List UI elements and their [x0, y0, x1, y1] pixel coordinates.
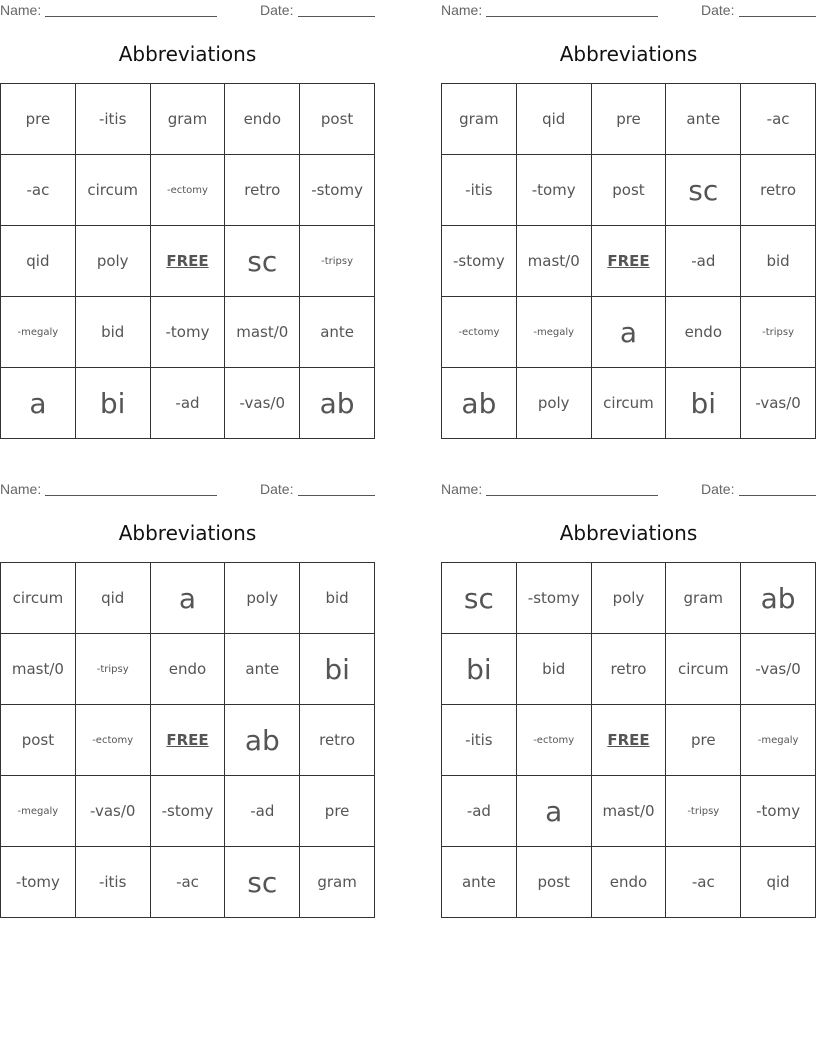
date-label: Date: [260, 481, 294, 497]
name-label: Name: [0, 481, 42, 497]
bingo-cell: -tripsy [666, 776, 741, 847]
date-label: Date: [260, 2, 294, 18]
bingo-grid [0, 83, 375, 439]
bingo-cell: gram [442, 84, 517, 155]
date-line [298, 495, 375, 496]
bingo-cell: post [300, 84, 375, 155]
grid-row [1, 776, 375, 847]
grid-row [442, 155, 816, 226]
date-line [739, 495, 816, 496]
bingo-cell: circum [666, 634, 741, 705]
grid-row [442, 776, 816, 847]
bingo-cell: qid [1, 226, 76, 297]
bingo-cell: ante [666, 84, 741, 155]
bingo-cell: bi [300, 634, 375, 705]
bingo-cell: -itis [75, 847, 150, 918]
grid-row [442, 563, 816, 634]
bingo-cell: sc [442, 563, 517, 634]
bingo-cell: circum [75, 155, 150, 226]
grid-row [442, 847, 816, 918]
bingo-cell: ab [442, 368, 517, 439]
bingo-cell: ante [225, 634, 300, 705]
bingo-cell: bid [516, 634, 591, 705]
bingo-grid [441, 562, 816, 918]
bingo-cell: -megaly [1, 297, 76, 368]
bingo-cell: -ad [442, 776, 517, 847]
grid-row [442, 84, 816, 155]
bingo-card-3 [0, 479, 375, 909]
bingo-cell: sc [225, 847, 300, 918]
bingo-cell: qid [516, 84, 591, 155]
grid-row [442, 634, 816, 705]
grid-row [1, 297, 375, 368]
bingo-cell: a [150, 563, 225, 634]
grid-row [1, 847, 375, 918]
bingo-grid [0, 562, 375, 918]
bingo-cell: -ac [666, 847, 741, 918]
bingo-cell: pre [591, 84, 666, 155]
bingo-cell: a [591, 297, 666, 368]
bingo-cell: -megaly [741, 705, 816, 776]
bingo-cell: gram [300, 847, 375, 918]
grid-row [1, 634, 375, 705]
bingo-cell: ab [300, 368, 375, 439]
bingo-cell: poly [75, 226, 150, 297]
bingo-cell: endo [150, 634, 225, 705]
bingo-cell: -megaly [516, 297, 591, 368]
grid-row [442, 297, 816, 368]
bingo-cell: -tripsy [75, 634, 150, 705]
bingo-cell: bi [442, 634, 517, 705]
bingo-card-4 [441, 479, 816, 909]
bingo-cell: a [1, 368, 76, 439]
card-title: Abbreviations [118, 42, 257, 66]
bingo-cell: -ac [150, 847, 225, 918]
bingo-cell: -stomy [300, 155, 375, 226]
bingo-cell: -vas/0 [75, 776, 150, 847]
bingo-cell: bi [75, 368, 150, 439]
bingo-cell: circum [591, 368, 666, 439]
grid-row [442, 368, 816, 439]
bingo-cell: poly [225, 563, 300, 634]
card-title: Abbreviations [559, 521, 698, 545]
bingo-cell: bid [300, 563, 375, 634]
grid-row [1, 84, 375, 155]
bingo-cell: -ac [741, 84, 816, 155]
bingo-cell: ante [442, 847, 517, 918]
bingo-cell: mast/0 [516, 226, 591, 297]
grid-row [1, 563, 375, 634]
bingo-cell: post [516, 847, 591, 918]
grid-row [1, 368, 375, 439]
bingo-cell: -vas/0 [741, 634, 816, 705]
bingo-cell: -ad [225, 776, 300, 847]
bingo-cell: sc [666, 155, 741, 226]
bingo-cell: endo [591, 847, 666, 918]
grid-row [442, 705, 816, 776]
bingo-cell: gram [666, 563, 741, 634]
bingo-cell: retro [225, 155, 300, 226]
bingo-cell: -vas/0 [741, 368, 816, 439]
name-line [45, 495, 217, 496]
bingo-cell: mast/0 [225, 297, 300, 368]
bingo-cell: -tripsy [741, 297, 816, 368]
name-label: Name: [441, 481, 483, 497]
bingo-cell: ante [300, 297, 375, 368]
bingo-cell: mast/0 [591, 776, 666, 847]
bingo-cell: -tomy [516, 155, 591, 226]
bingo-cell: poly [591, 563, 666, 634]
bingo-cell: pre [1, 84, 76, 155]
bingo-card-1 [0, 0, 375, 430]
bingo-cell: qid [741, 847, 816, 918]
bingo-cell: bid [741, 226, 816, 297]
card-header [441, 2, 816, 20]
bingo-cell: -ectomy [516, 705, 591, 776]
name-line [486, 16, 658, 17]
bingo-cell: -itis [75, 84, 150, 155]
bingo-cell: -megaly [1, 776, 76, 847]
bingo-cell: -ectomy [75, 705, 150, 776]
bingo-cell: gram [150, 84, 225, 155]
bingo-cell: a [516, 776, 591, 847]
free-space-cell: FREE [150, 226, 225, 297]
bingo-cell: ab [225, 705, 300, 776]
grid-row [1, 226, 375, 297]
date-label: Date: [701, 2, 735, 18]
bingo-cell: endo [666, 297, 741, 368]
bingo-cell: sc [225, 226, 300, 297]
bingo-cell: mast/0 [1, 634, 76, 705]
card-header [0, 481, 375, 499]
bingo-cell: -ectomy [150, 155, 225, 226]
bingo-cell: pre [300, 776, 375, 847]
bingo-cell: qid [75, 563, 150, 634]
card-title: Abbreviations [118, 521, 257, 545]
bingo-cell: -ac [1, 155, 76, 226]
grid-row [1, 705, 375, 776]
bingo-cell: bi [666, 368, 741, 439]
bingo-cell: bid [75, 297, 150, 368]
date-line [298, 16, 375, 17]
bingo-cell: -ad [666, 226, 741, 297]
bingo-cell: circum [1, 563, 76, 634]
grid-row [1, 155, 375, 226]
name-label: Name: [0, 2, 42, 18]
free-space-cell: FREE [591, 226, 666, 297]
bingo-cell: -stomy [516, 563, 591, 634]
bingo-cell: retro [591, 634, 666, 705]
bingo-cell: -stomy [150, 776, 225, 847]
bingo-cell: retro [300, 705, 375, 776]
bingo-cell: retro [741, 155, 816, 226]
bingo-cell: endo [225, 84, 300, 155]
bingo-cell: -stomy [442, 226, 517, 297]
bingo-cell: post [591, 155, 666, 226]
free-space-cell: FREE [591, 705, 666, 776]
name-line [45, 16, 217, 17]
bingo-cell: -tomy [150, 297, 225, 368]
bingo-cell: post [1, 705, 76, 776]
name-label: Name: [441, 2, 483, 18]
bingo-cell: -tripsy [300, 226, 375, 297]
bingo-cell: -vas/0 [225, 368, 300, 439]
date-line [739, 16, 816, 17]
bingo-card-2 [441, 0, 816, 430]
card-title: Abbreviations [559, 42, 698, 66]
bingo-cell: -tomy [741, 776, 816, 847]
free-space-cell: FREE [150, 705, 225, 776]
bingo-cell: -itis [442, 705, 517, 776]
bingo-cell: ab [741, 563, 816, 634]
grid-row [442, 226, 816, 297]
name-line [486, 495, 658, 496]
bingo-cell: -ad [150, 368, 225, 439]
bingo-cell: -tomy [1, 847, 76, 918]
bingo-grid [441, 83, 816, 439]
card-header [0, 2, 375, 20]
bingo-cell: -itis [442, 155, 517, 226]
card-header [441, 481, 816, 499]
bingo-cell: pre [666, 705, 741, 776]
bingo-cell: poly [516, 368, 591, 439]
date-label: Date: [701, 481, 735, 497]
bingo-cell: -ectomy [442, 297, 517, 368]
